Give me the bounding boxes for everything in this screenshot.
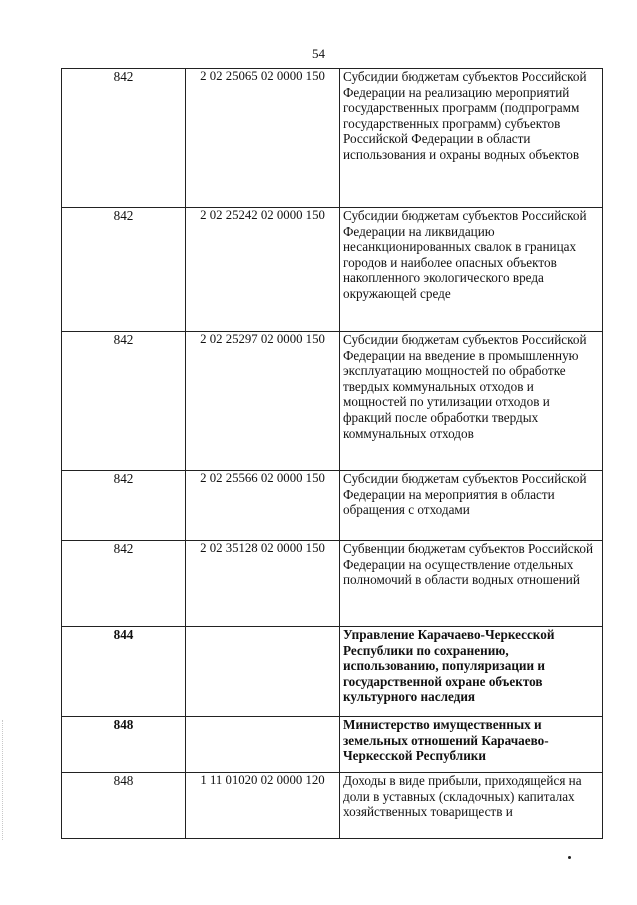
- revenue-name-cell: Субсидии бюджетам субъектов Российской Федерации на реализацию мероприятий государственных программ (подпрограмм государственных программ) субъектов Российской Федерации в области использования и охраны водных объектов: [340, 69, 603, 208]
- table-row: [62, 541, 603, 627]
- revenue-name-cell: Министерство имущественных и земельных отношений Карачаево-Черкесской Республики: [340, 717, 603, 773]
- revenue-name-cell: Управление Карачаево-Черкесской Республики по сохранению, использованию, популяризации и государственной охране объектов культурного наследия: [340, 627, 603, 717]
- page-number: 54: [312, 46, 325, 61]
- admin-code-cell: 848: [62, 773, 186, 839]
- budget-code-cell: 2 02 25566 02 0000 150: [186, 471, 340, 541]
- budget-code-cell: [186, 717, 340, 773]
- table-row: [62, 717, 603, 773]
- ink-dot-mark: [568, 856, 571, 859]
- table-row: [62, 627, 603, 717]
- table-row: [62, 332, 603, 471]
- budget-code-cell: 2 02 35128 02 0000 150: [186, 541, 340, 627]
- admin-code-cell: 844: [62, 627, 186, 717]
- table-row: [62, 471, 603, 541]
- budget-code-cell: 1 11 01020 02 0000 120: [186, 773, 340, 839]
- revenue-name-cell: Субвенции бюджетам субъектов Российской Федерации на осуществление отдельных полномочий в области водных отношений: [340, 541, 603, 627]
- table-row: [62, 773, 603, 839]
- scan-edge-mark: [2, 720, 4, 840]
- admin-code-cell: 842: [62, 332, 186, 471]
- budget-code-cell: 2 02 25242 02 0000 150: [186, 208, 340, 332]
- admin-code-cell: 848: [62, 717, 186, 773]
- revenue-name-cell: Субсидии бюджетам субъектов Российской Федерации на ликвидацию несанкционированных свалок в границах городов и наиболее опасных объектов накопленного экологического вреда окружающей среде: [340, 208, 603, 332]
- table-row: [62, 69, 603, 208]
- table-body: [62, 69, 603, 839]
- budget-code-cell: [186, 627, 340, 717]
- admin-code-cell: 842: [62, 471, 186, 541]
- revenue-name-cell: Субсидии бюджетам субъектов Российской Федерации на мероприятия в области обращения с отходами: [340, 471, 603, 541]
- budget-code-cell: 2 02 25297 02 0000 150: [186, 332, 340, 471]
- budget-classification-table: [61, 68, 603, 839]
- admin-code-cell: 842: [62, 208, 186, 332]
- admin-code-cell: 842: [62, 541, 186, 627]
- admin-code-cell: 842: [62, 69, 186, 208]
- revenue-name-cell: Субсидии бюджетам субъектов Российской Федерации на введение в промышленную эксплуатацию мощностей по обработке твердых коммунальных отходов и мощностей по утилизации отходов и фракций после обработки твердых коммунальных отходов: [340, 332, 603, 471]
- budget-code-cell: 2 02 25065 02 0000 150: [186, 69, 340, 208]
- revenue-name-cell: Доходы в виде прибыли, приходящейся на доли в уставных (складочных) капиталах хозяйственных товариществ и: [340, 773, 603, 839]
- table-row: [62, 208, 603, 332]
